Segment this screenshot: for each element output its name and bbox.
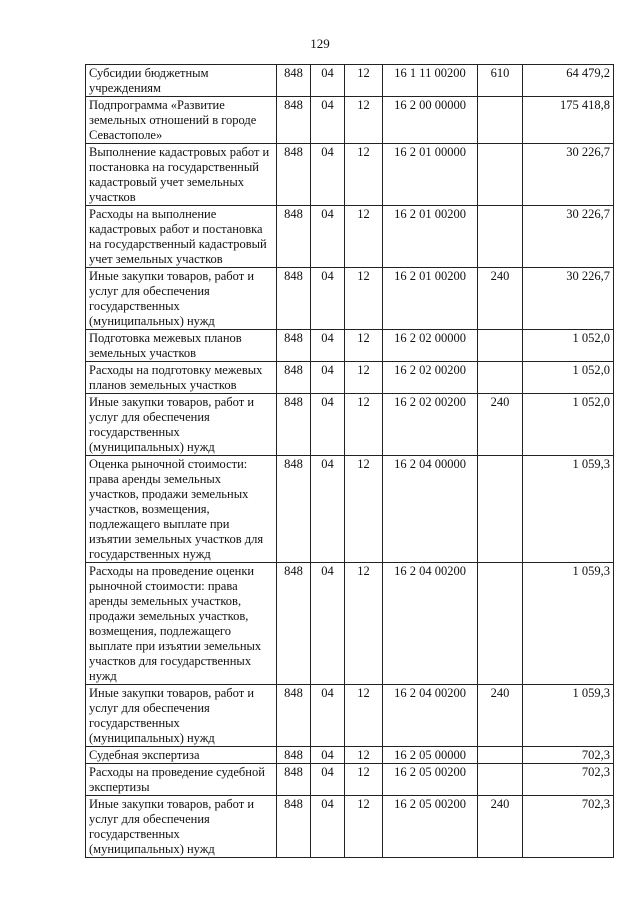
target-article-cell: 16 2 01 00000 [383, 144, 478, 206]
amount-cell: 1 059,3 [523, 456, 614, 563]
section-code-cell: 04 [311, 144, 345, 206]
section-code-cell: 04 [311, 268, 345, 330]
expense-name-cell: Оценка рыночной стоимости: права аренды земельных участков, продажи земельных участков, возмещения, подлежащего выплате при изъятии земельных участков для государственных нужд [86, 456, 277, 563]
expense-type-cell [478, 144, 523, 206]
amount-cell: 30 226,7 [523, 206, 614, 268]
table-row [86, 747, 614, 764]
section-code-cell: 04 [311, 685, 345, 747]
page-number: 129 [310, 36, 330, 51]
target-article-cell: 16 2 00 00000 [383, 97, 478, 144]
target-article-cell: 16 2 01 00200 [383, 268, 478, 330]
target-article-cell: 16 2 02 00200 [383, 362, 478, 394]
amount-cell: 702,3 [523, 747, 614, 764]
section-code-cell: 04 [311, 97, 345, 144]
subsection-code-cell: 12 [345, 268, 383, 330]
expense-name-cell: Расходы на проведение судебной экспертизы [86, 764, 277, 796]
table-row [86, 206, 614, 268]
table-row [86, 330, 614, 362]
table-row [86, 362, 614, 394]
amount-cell: 30 226,7 [523, 268, 614, 330]
table-row [86, 764, 614, 796]
grbs-code-cell: 848 [277, 97, 311, 144]
section-code-cell: 04 [311, 747, 345, 764]
section-code-cell: 04 [311, 394, 345, 456]
table-row [86, 65, 614, 97]
subsection-code-cell: 12 [345, 394, 383, 456]
expense-name-cell: Субсидии бюджетным учреждениям [86, 65, 277, 97]
subsection-code-cell: 12 [345, 747, 383, 764]
expense-name-cell: Иные закупки товаров, работ и услуг для обеспечения государственных (муниципальных) нужд [86, 394, 277, 456]
amount-cell: 175 418,8 [523, 97, 614, 144]
section-code-cell: 04 [311, 362, 345, 394]
expense-type-cell [478, 563, 523, 685]
section-code-cell: 04 [311, 456, 345, 563]
table-row [86, 144, 614, 206]
expense-name-cell: Иные закупки товаров, работ и услуг для обеспечения государственных (муниципальных) нужд [86, 685, 277, 747]
target-article-cell: 16 2 05 00200 [383, 796, 478, 858]
expense-type-cell [478, 764, 523, 796]
expense-name-cell: Подготовка межевых планов земельных участков [86, 330, 277, 362]
subsection-code-cell: 12 [345, 144, 383, 206]
table-row [86, 97, 614, 144]
target-article-cell: 16 1 11 00200 [383, 65, 478, 97]
expense-type-cell: 240 [478, 796, 523, 858]
section-code-cell: 04 [311, 563, 345, 685]
amount-cell: 1 052,0 [523, 394, 614, 456]
subsection-code-cell: 12 [345, 456, 383, 563]
expense-type-cell: 240 [478, 394, 523, 456]
amount-cell: 1 059,3 [523, 685, 614, 747]
grbs-code-cell: 848 [277, 65, 311, 97]
subsection-code-cell: 12 [345, 563, 383, 685]
table-row [86, 685, 614, 747]
amount-cell: 702,3 [523, 764, 614, 796]
amount-cell: 30 226,7 [523, 144, 614, 206]
grbs-code-cell: 848 [277, 747, 311, 764]
table-row [86, 394, 614, 456]
grbs-code-cell: 848 [277, 563, 311, 685]
amount-cell: 702,3 [523, 796, 614, 858]
expense-name-cell: Судебная экспертиза [86, 747, 277, 764]
section-code-cell: 04 [311, 764, 345, 796]
section-code-cell: 04 [311, 330, 345, 362]
expense-name-cell: Выполнение кадастровых работ и постановка на государственный кадастровый учет земельных участков [86, 144, 277, 206]
target-article-cell: 16 2 04 00200 [383, 685, 478, 747]
subsection-code-cell: 12 [345, 764, 383, 796]
subsection-code-cell: 12 [345, 330, 383, 362]
target-article-cell: 16 2 02 00200 [383, 394, 478, 456]
table-row [86, 796, 614, 858]
section-code-cell: 04 [311, 65, 345, 97]
grbs-code-cell: 848 [277, 206, 311, 268]
expense-type-cell: 240 [478, 685, 523, 747]
amount-cell: 1 052,0 [523, 362, 614, 394]
target-article-cell: 16 2 04 00200 [383, 563, 478, 685]
table-row [86, 563, 614, 685]
section-code-cell: 04 [311, 206, 345, 268]
grbs-code-cell: 848 [277, 456, 311, 563]
amount-cell: 64 479,2 [523, 65, 614, 97]
grbs-code-cell: 848 [277, 764, 311, 796]
amount-cell: 1 052,0 [523, 330, 614, 362]
budget-table [85, 64, 614, 858]
grbs-code-cell: 848 [277, 394, 311, 456]
grbs-code-cell: 848 [277, 685, 311, 747]
grbs-code-cell: 848 [277, 362, 311, 394]
grbs-code-cell: 848 [277, 796, 311, 858]
expense-type-cell [478, 330, 523, 362]
grbs-code-cell: 848 [277, 268, 311, 330]
expense-name-cell: Расходы на проведение оценки рыночной стоимости: права аренды земельных участков, продажи земельных участков, возмещения, подлежащего выплате при изъятии земельных участков для государственных нужд [86, 563, 277, 685]
subsection-code-cell: 12 [345, 65, 383, 97]
subsection-code-cell: 12 [345, 796, 383, 858]
expense-type-cell [478, 97, 523, 144]
amount-cell: 1 059,3 [523, 563, 614, 685]
subsection-code-cell: 12 [345, 206, 383, 268]
grbs-code-cell: 848 [277, 144, 311, 206]
section-code-cell: 04 [311, 796, 345, 858]
table-row [86, 268, 614, 330]
expense-type-cell [478, 362, 523, 394]
target-article-cell: 16 2 05 00000 [383, 747, 478, 764]
subsection-code-cell: 12 [345, 362, 383, 394]
subsection-code-cell: 12 [345, 97, 383, 144]
expense-name-cell: Подпрограмма «Развитие земельных отношений в городе Севастополе» [86, 97, 277, 144]
target-article-cell: 16 2 02 00000 [383, 330, 478, 362]
grbs-code-cell: 848 [277, 330, 311, 362]
expense-name-cell: Иные закупки товаров, работ и услуг для обеспечения государственных (муниципальных) нужд [86, 796, 277, 858]
target-article-cell: 16 2 01 00200 [383, 206, 478, 268]
expense-type-cell: 610 [478, 65, 523, 97]
expense-type-cell [478, 747, 523, 764]
expense-type-cell [478, 206, 523, 268]
expense-name-cell: Иные закупки товаров, работ и услуг для обеспечения государственных (муниципальных) нужд [86, 268, 277, 330]
table-row [86, 456, 614, 563]
subsection-code-cell: 12 [345, 685, 383, 747]
target-article-cell: 16 2 04 00000 [383, 456, 478, 563]
expense-type-cell: 240 [478, 268, 523, 330]
expense-name-cell: Расходы на выполнение кадастровых работ и постановка на государственный кадастровый учет земельных участков [86, 206, 277, 268]
expense-name-cell: Расходы на подготовку межевых планов земельных участков [86, 362, 277, 394]
expense-type-cell [478, 456, 523, 563]
target-article-cell: 16 2 05 00200 [383, 764, 478, 796]
